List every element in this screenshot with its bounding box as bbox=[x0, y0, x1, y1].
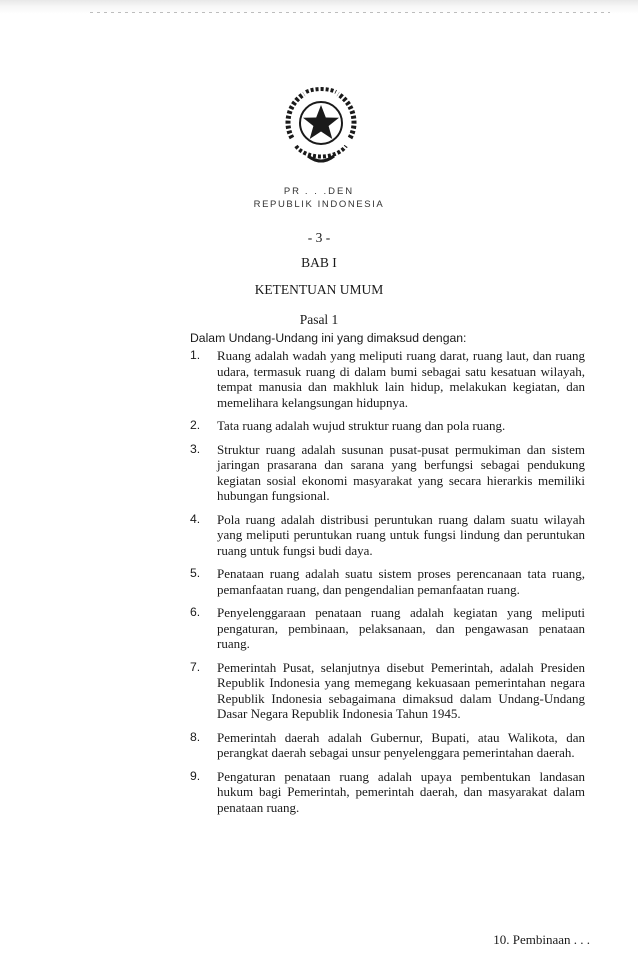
list-item bbox=[190, 348, 590, 410]
item-number: 3. bbox=[190, 441, 201, 456]
item-number: 1. bbox=[190, 348, 201, 362]
list-item bbox=[190, 418, 590, 434]
presidential-emblem-icon bbox=[274, 86, 368, 170]
list-item bbox=[190, 566, 590, 597]
item-text: Ruang adalah wadah yang meliputi ruang darat, ruang laut, dan ruang udara, termasuk ruang di dalam bumi sebagai satu kesatuan wilayah, tempat manusia dan makhluk lain hidup, melakukan kegiatan, dan memelihara kelangsungan hidupnya. bbox=[217, 348, 585, 410]
definition-list bbox=[190, 348, 590, 823]
chapter-title: KETENTUAN UMUM bbox=[254, 282, 384, 297]
next-page-catchword: 10. Pembinaan . . . bbox=[493, 932, 590, 947]
item-number: 4. bbox=[190, 511, 201, 526]
header-country-line: REPUBLIK INDONESIA bbox=[253, 199, 385, 210]
item-text: Penyelenggaraan penataan ruang adalah kegiatan yang meliputi pengaturan, pembinaan, pelaksanaan, dan pengawasan penataan ruang. bbox=[217, 605, 585, 651]
item-text: Struktur ruang adalah susunan pusat-pusat permukiman dan sistem jaringan prasarana dan sarana yang berfungsi sebagai pendukung kegiatan sosial ekonomi masyarakat yang secara hierarkis memiliki hubungan fungsional. bbox=[217, 441, 585, 503]
item-text: Pemerintah Pusat, selanjutnya disebut Pemerintah, adalah Presiden Republik Indonesia yang memegang kekuasaan pemerintahan negara Republik Indonesia sebagaimana dimaksud dalam Undang-Undang Dasar Negara Republik Indonesia Tahun 1945. bbox=[217, 659, 585, 721]
list-item bbox=[190, 769, 590, 816]
item-text: Pemerintah daerah adalah Gubernur, Bupati, atau Walikota, dan perangkat daerah sebagai unsur penyelenggara pemerintahan daerah. bbox=[217, 729, 585, 760]
item-number: 5. bbox=[190, 566, 201, 580]
chapter-heading: BAB I bbox=[301, 255, 337, 270]
list-item bbox=[190, 605, 590, 652]
header-office-line: PR . . .DEN bbox=[283, 186, 355, 197]
scan-edge bbox=[0, 0, 638, 14]
item-number: 6. bbox=[190, 605, 201, 619]
item-number: 9. bbox=[190, 768, 201, 783]
item-text: Tata ruang adalah wujud struktur ruang dan pola ruang. bbox=[217, 418, 506, 433]
list-item bbox=[190, 660, 590, 722]
item-number: 7. bbox=[190, 659, 201, 674]
item-text: Penataan ruang adalah suatu sistem proses perencanaan tata ruang, pemanfaatan ruang, dan pengendalian pemanfaatan ruang. bbox=[217, 566, 585, 597]
article-heading: Pasal 1 bbox=[299, 312, 339, 327]
item-text: Pola ruang adalah distribusi peruntukan ruang dalam suatu wilayah yang meliputi peruntukan ruang untuk fungsi lindung dan peruntukan ruang untuk fungsi budi daya. bbox=[217, 511, 585, 558]
intro-paragraph: Dalam Undang-Undang ini yang dimaksud dengan: bbox=[190, 331, 467, 345]
item-number: 8. bbox=[190, 729, 201, 744]
list-item bbox=[190, 730, 590, 761]
item-number: 2. bbox=[190, 418, 201, 432]
item-text: Pengaturan penataan ruang adalah upaya pembentukan landasan hukum bagi Pemerintah, pemerintah daerah, dan masyarakat dalam penataan ruang. bbox=[217, 768, 585, 815]
list-item bbox=[190, 512, 590, 559]
page-number: - 3 - bbox=[307, 230, 331, 245]
list-item bbox=[190, 442, 590, 504]
